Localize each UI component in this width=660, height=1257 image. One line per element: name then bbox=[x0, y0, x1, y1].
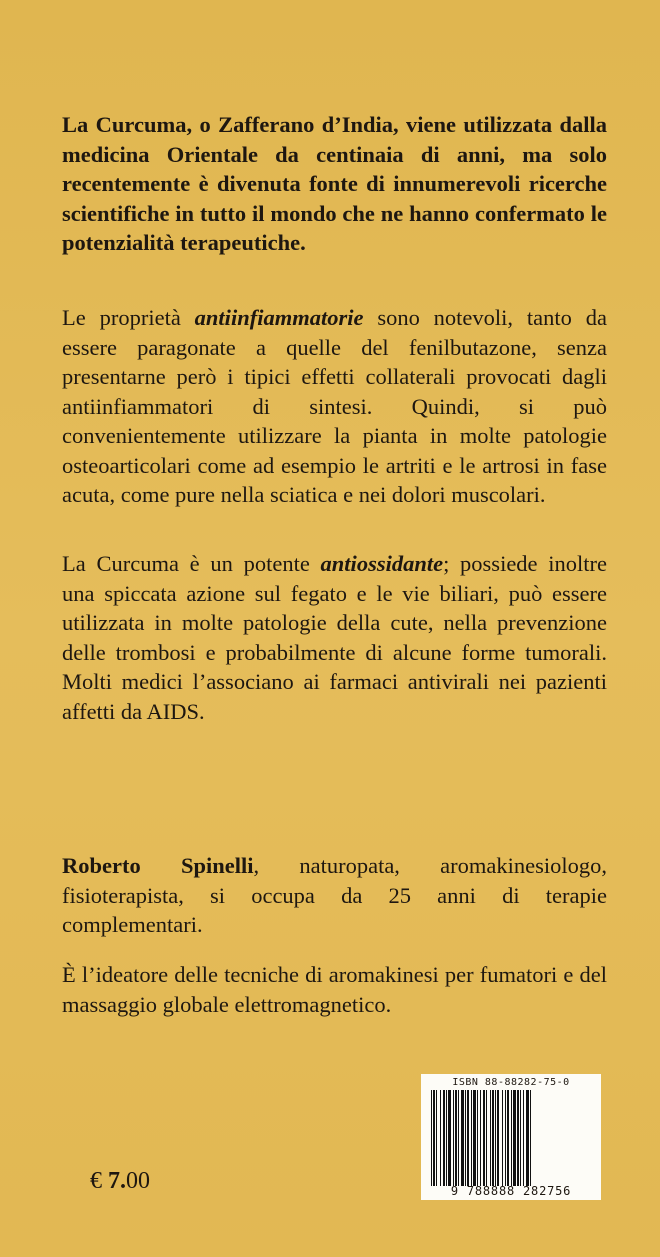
author-bio-secondary-text: È l’ideatore delle tecniche di aromakinesi per fumatori e del massaggio globale elettromagnetico. bbox=[62, 962, 607, 1017]
author-bio-text: , naturopata, aromakinesiologo, fisioterapista, si occupa da 25 anni di terapie complementari. bbox=[62, 853, 608, 937]
antioxidant-paragraph bbox=[62, 549, 607, 726]
ean-number: 9 788888 282756 bbox=[450, 1184, 572, 1198]
emphasis-term: antiossidante bbox=[320, 551, 444, 576]
isbn-label: ISBN 88-88282-75-0 bbox=[452, 1077, 570, 1088]
paragraph-text-after: sono notevoli, tanto da essere paragonate a quelle del fenilbutazone, senza presentarne però i tipici effetti collaterali provocati dagli antiinfiammatori di sintesi. Quindi, si può convenientemente utilizzare la pianta in molte patologie osteoarticolari come ad esempio le artriti e le artrosi in fase acuta, come pure nella sciatica e nei dolori muscolari. bbox=[62, 305, 607, 507]
author-name: Roberto Spinelli bbox=[62, 853, 254, 878]
paragraph-text-before: La Curcuma è un potente bbox=[62, 551, 321, 576]
price-label bbox=[90, 1168, 150, 1195]
intro-text: La Curcuma, o Zafferano d’India, viene utilizzata dalla medicina Orientale da centinaia di anni, ma solo recentemente è divenuta fonte di innumerevoli ricerche scientifiche in tutto il mondo che ne hanno confermato le potenzialità terapeutiche. bbox=[62, 112, 607, 255]
barcode-bars bbox=[429, 1090, 591, 1186]
price-cents: 00 bbox=[126, 1168, 150, 1194]
paragraph-text-after: ; possiede inoltre una spiccata azione sul fegato e le vie biliari, può essere utilizzata in molte patologie della cute, nella prevenzione delle trombosi e probabilmente di alcune forme tumorali. Molti medici l’associano ai farmaci antivirali nei pazienti affetti da AIDS. bbox=[62, 551, 607, 724]
paragraph-text-before: Le proprietà bbox=[62, 305, 195, 330]
antiinflammatory-paragraph bbox=[62, 303, 607, 510]
currency-symbol: € bbox=[90, 1168, 102, 1194]
emphasis-term: antiinfiammatorie bbox=[194, 305, 364, 330]
author-bio-secondary bbox=[62, 960, 607, 1019]
barcode-sticker bbox=[421, 1074, 601, 1200]
intro-paragraph bbox=[62, 110, 607, 258]
author-bio bbox=[62, 851, 607, 940]
price-main: 7. bbox=[108, 1168, 126, 1194]
